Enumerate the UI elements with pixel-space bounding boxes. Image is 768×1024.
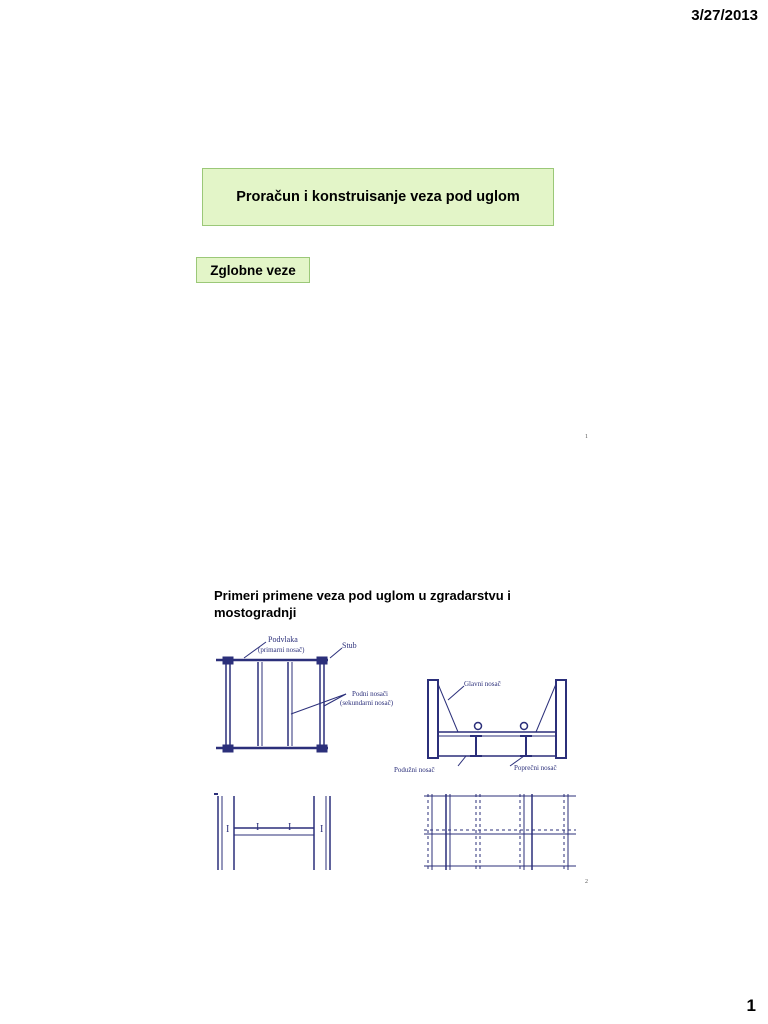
slide-1-subtitle: Zglobne veze [196,257,310,283]
label-poduzni: Podužni nosač [394,766,435,774]
label-primarni: (primarni nosač) [258,646,305,654]
slide-1-title: Proračun i konstruisanje veza pod uglom [202,168,554,226]
bridge-section-diagram [428,680,566,766]
label-podvlaka: Podvlaka [268,635,298,644]
beam-column-diagram [214,794,330,870]
slide-1 [196,150,596,450]
slide-2-number: 2 [585,879,588,885]
svg-text:I: I [288,822,292,833]
svg-text:I: I [256,822,260,833]
svg-text:I: I [226,824,230,835]
label-stub: Stub [342,641,357,650]
slide-2-title: Primeri primene veza pod uglom u zgradarstvu i mostogradnji [214,588,511,620]
grid-plan-diagram [424,794,576,870]
page-number: 1 [746,996,756,1015]
svg-text:I: I [320,824,324,835]
floor-framing-diagram [216,642,346,752]
label-poprecni: Poprečni nosač [514,764,557,772]
label-sekundarni: (sekundarni nosač) [340,699,394,707]
slide-2 [196,580,596,885]
label-podni: Podni nosači [352,690,388,698]
slide-1-number: 1 [585,434,588,440]
structural-diagrams [196,580,596,880]
page-date: 3/27/2013 [691,7,758,24]
label-glavni: Glavni nosač [464,680,501,688]
